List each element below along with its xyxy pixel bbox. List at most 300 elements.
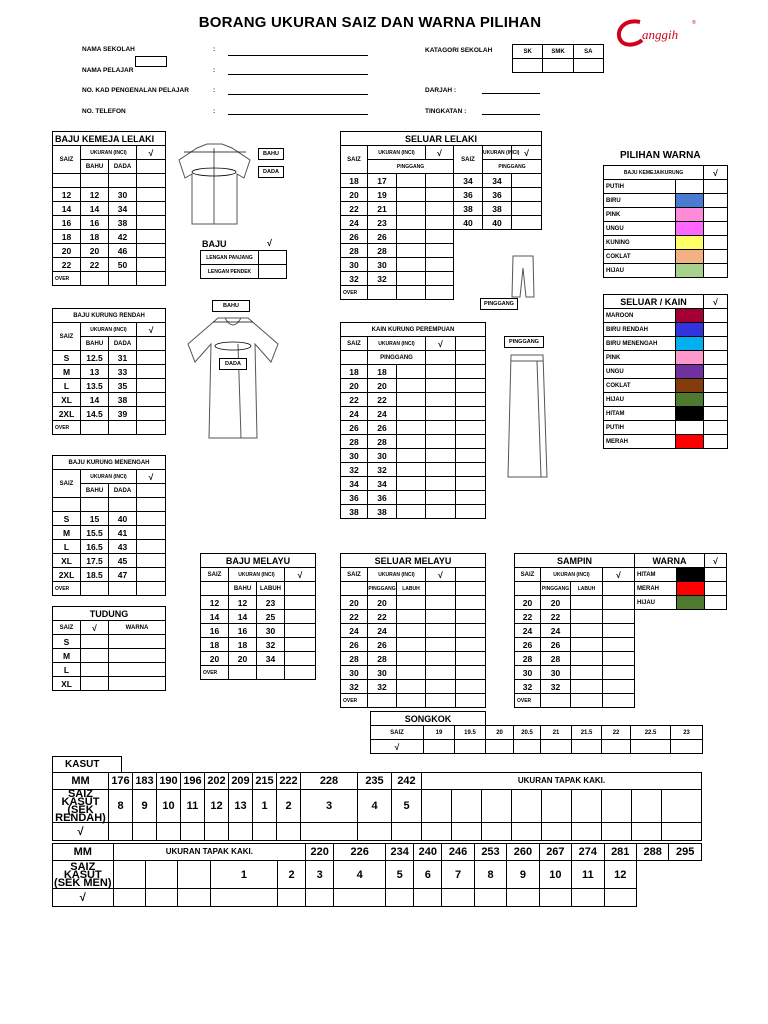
tick-cell[interactable] xyxy=(137,568,166,582)
tick-cell[interactable] xyxy=(426,610,456,624)
over-label: OVER xyxy=(201,666,229,680)
empty-cell xyxy=(397,393,426,407)
tick-cell[interactable] xyxy=(426,272,454,286)
empty-cell xyxy=(397,652,426,666)
size-cell: 28 xyxy=(541,652,571,666)
brand-logo xyxy=(612,12,702,52)
size-cell: 26 xyxy=(368,421,397,435)
tick-cell[interactable] xyxy=(603,680,635,694)
size-cell: 7 xyxy=(442,861,474,889)
tick-cell[interactable] xyxy=(474,889,506,907)
color-swatch xyxy=(676,309,704,323)
empty-cell xyxy=(571,652,603,666)
tick-cell[interactable] xyxy=(539,889,571,907)
tick-cell[interactable] xyxy=(133,823,157,841)
colon: : xyxy=(213,67,216,74)
tick-cell[interactable] xyxy=(662,823,702,841)
tudung-title: TUDUNG xyxy=(53,607,166,621)
tick-cell[interactable] xyxy=(704,180,728,194)
size-cell: 26 xyxy=(341,230,368,244)
tick-cell[interactable] xyxy=(512,823,542,841)
tick-cell[interactable] xyxy=(705,596,727,610)
saiz-header: SAIZ xyxy=(341,568,368,582)
empty-cell xyxy=(397,666,426,680)
tick-cell[interactable] xyxy=(392,823,422,841)
labuh-header: LABUH xyxy=(257,582,285,596)
empty-cell xyxy=(397,421,426,435)
tick-cell[interactable] xyxy=(424,740,455,754)
mm-cell: 228 xyxy=(301,773,358,790)
tick-cell[interactable] xyxy=(285,596,316,610)
size-cell: 16 xyxy=(201,624,229,638)
tick-cell[interactable] xyxy=(277,889,305,907)
tick-cell[interactable] xyxy=(514,740,541,754)
tick-cell[interactable] xyxy=(137,258,166,272)
size-cell: XL xyxy=(53,393,81,407)
tick-cell[interactable] xyxy=(426,680,456,694)
size-cell: 19 xyxy=(424,726,455,740)
saiz-header: SAIZ xyxy=(201,568,229,582)
tick-cell[interactable] xyxy=(229,823,253,841)
lengan-panjang: LENGAN PANJANG xyxy=(201,251,259,265)
color-name: COKLAT xyxy=(604,379,676,393)
size-cell: 14 xyxy=(81,393,109,407)
size-cell: 4 xyxy=(334,861,386,889)
baju-label: BAJU xyxy=(202,239,227,249)
size-cell: 17 xyxy=(368,174,397,188)
pinggang-header: PINGGANG xyxy=(368,160,454,174)
size-cell: 30 xyxy=(257,624,285,638)
empty-cell xyxy=(397,407,426,421)
size-cell: 22 xyxy=(602,726,631,740)
size-cell: 13 xyxy=(229,790,253,823)
warna-cell[interactable] xyxy=(109,663,166,677)
tick-cell[interactable] xyxy=(426,638,456,652)
tick-cell[interactable] xyxy=(426,421,456,435)
color-swatch xyxy=(676,365,704,379)
empty-cell[interactable] xyxy=(542,790,572,823)
tick-cell[interactable] xyxy=(704,194,728,208)
size-cell: S xyxy=(53,351,81,365)
empty-cell[interactable] xyxy=(512,790,542,823)
tick-cell[interactable] xyxy=(426,174,454,188)
empty-cell[interactable] xyxy=(452,790,482,823)
table-row xyxy=(341,174,542,188)
size-cell: 41 xyxy=(109,526,137,540)
tick-cell[interactable] xyxy=(704,407,728,421)
tick-cell[interactable] xyxy=(704,222,728,236)
table-row xyxy=(201,610,316,624)
size-cell: 38 xyxy=(109,216,137,230)
pinggang-header: PINGGANG xyxy=(541,582,571,596)
size-cell: 20 xyxy=(541,596,571,610)
tick-cell[interactable] xyxy=(81,635,109,649)
no-kad-field[interactable] xyxy=(228,94,368,95)
tick-cell[interactable] xyxy=(704,393,728,407)
color-name: BIRU MENENGAH xyxy=(604,337,676,351)
tick-cell[interactable] xyxy=(442,889,474,907)
tick-cell[interactable] xyxy=(426,491,456,505)
color-name: HIJAU xyxy=(604,264,676,278)
tingkatan-label: TINGKATAN : xyxy=(425,108,467,115)
color-name: HIJAU xyxy=(604,393,676,407)
mm-cell: 295 xyxy=(669,844,702,861)
tick-cell[interactable] xyxy=(426,379,456,393)
empty-cell xyxy=(456,449,486,463)
tick-cell[interactable] xyxy=(210,889,277,907)
lengan-pendek-box[interactable] xyxy=(259,265,287,279)
seluar-melayu-title: SELUAR MELAYU xyxy=(341,554,486,568)
tick-cell[interactable] xyxy=(704,208,728,222)
tick-cell[interactable] xyxy=(253,823,277,841)
color-name: PINK xyxy=(604,208,676,222)
tick-cell[interactable] xyxy=(285,624,316,638)
tick-cell[interactable] xyxy=(704,337,728,351)
tick-cell[interactable] xyxy=(301,823,358,841)
table-row xyxy=(341,449,486,463)
tick-cell[interactable] xyxy=(671,740,703,754)
color-name: UNGU xyxy=(604,222,676,236)
tick-cell[interactable] xyxy=(452,823,482,841)
empty-cell[interactable] xyxy=(572,790,602,823)
tick-cell[interactable] xyxy=(704,379,728,393)
tick-cell[interactable] xyxy=(137,582,166,596)
tick-cell[interactable] xyxy=(426,652,456,666)
dada-header: DADA xyxy=(109,337,137,351)
nama-sekolah-field[interactable] xyxy=(228,55,368,56)
tick-cell[interactable] xyxy=(604,889,636,907)
size-cell: 26 xyxy=(541,638,571,652)
empty-cell xyxy=(456,666,486,680)
color-name: HITAM xyxy=(635,568,677,582)
tick-cell[interactable] xyxy=(542,823,572,841)
tick-cell[interactable] xyxy=(426,230,454,244)
color-row xyxy=(604,222,728,236)
colon: : xyxy=(213,87,216,94)
size-cell: 38 xyxy=(368,505,397,519)
tick-cell[interactable] xyxy=(334,889,386,907)
trousers-illustration xyxy=(510,254,536,299)
tick-cell[interactable] xyxy=(704,365,728,379)
tick-cell[interactable] xyxy=(426,505,456,519)
mm-cell: 281 xyxy=(604,844,636,861)
empty-cell[interactable] xyxy=(632,790,662,823)
tick-cell[interactable] xyxy=(486,740,514,754)
size-cell: 30 xyxy=(541,666,571,680)
tick-cell[interactable] xyxy=(137,272,166,286)
tick-cell[interactable] xyxy=(426,407,456,421)
empty-cell xyxy=(456,393,486,407)
tick-cell[interactable] xyxy=(572,889,604,907)
tick-cell[interactable] xyxy=(306,889,334,907)
over-label: OVER xyxy=(53,582,81,596)
empty-cell[interactable] xyxy=(422,790,452,823)
tick-cell[interactable] xyxy=(137,393,166,407)
saiz-kasut-men-label: SAIZ KASUT (SEK MEN) xyxy=(54,860,112,889)
tick-cell[interactable] xyxy=(426,202,454,216)
tick-cell[interactable] xyxy=(137,407,166,421)
tick-cell[interactable] xyxy=(704,421,728,435)
size-cell: 38 xyxy=(109,393,137,407)
tick-cell[interactable] xyxy=(109,823,133,841)
tick-cell[interactable] xyxy=(81,663,109,677)
color-swatch xyxy=(676,323,704,337)
tick-cell[interactable] xyxy=(507,889,539,907)
size-cell: 40 xyxy=(454,216,483,230)
size-cell: 42 xyxy=(109,230,137,244)
mm-cell: 196 xyxy=(181,773,205,790)
small-box[interactable] xyxy=(135,56,167,67)
tick-label: √ xyxy=(53,889,114,907)
size-cell: 38 xyxy=(483,202,512,216)
tick-cell[interactable] xyxy=(137,230,166,244)
lengan-panjang-box[interactable] xyxy=(259,251,287,265)
table-row xyxy=(53,554,166,568)
mm-cell: 176 xyxy=(109,773,133,790)
table-row xyxy=(515,638,635,652)
tick-cell[interactable] xyxy=(426,666,456,680)
tick-cell[interactable] xyxy=(137,188,166,202)
tick-cell[interactable] xyxy=(137,351,166,365)
size-cell: XL xyxy=(53,554,81,568)
color-name: MERAH xyxy=(604,435,676,449)
tick-cell[interactable] xyxy=(603,652,635,666)
size-cell: 12 xyxy=(201,596,229,610)
tick-cell[interactable] xyxy=(285,666,316,680)
empty-cell xyxy=(397,477,426,491)
tick-cell[interactable] xyxy=(602,740,631,754)
tick-cell[interactable] xyxy=(705,568,727,582)
over-label: OVER xyxy=(53,421,81,435)
tick-cell[interactable] xyxy=(512,216,542,230)
tingkatan-field[interactable] xyxy=(482,114,540,115)
tick-cell[interactable] xyxy=(603,638,635,652)
pinggang-header: PINGGANG xyxy=(483,160,542,174)
size-cell: 22 xyxy=(368,393,397,407)
tick-cell[interactable] xyxy=(572,740,602,754)
size-cell: 24 xyxy=(541,624,571,638)
tick-cell[interactable] xyxy=(512,174,542,188)
mm-cell: 222 xyxy=(277,773,301,790)
tick-cell[interactable] xyxy=(277,823,301,841)
tick-cell[interactable] xyxy=(422,823,452,841)
size-cell: 9 xyxy=(133,790,157,823)
tick-cell[interactable] xyxy=(426,449,456,463)
color-swatch xyxy=(677,568,705,582)
no-telefon-field[interactable] xyxy=(228,114,368,115)
warna-cell[interactable] xyxy=(109,635,166,649)
tick-cell[interactable] xyxy=(602,823,632,841)
tick-cell[interactable] xyxy=(705,582,727,596)
ukuran-header: UKURAN (INCI) xyxy=(368,568,426,582)
size-cell: 24 xyxy=(515,624,541,638)
tick-cell[interactable] xyxy=(386,889,414,907)
color-name: BIRU xyxy=(604,194,676,208)
size-cell: 32 xyxy=(341,272,368,286)
tick-cell[interactable] xyxy=(704,435,728,449)
saiz-header: SAIZ xyxy=(53,470,81,498)
table-row xyxy=(515,596,635,610)
tick-cell[interactable] xyxy=(426,244,454,258)
over-label: OVER xyxy=(53,272,81,286)
tick-cell[interactable] xyxy=(631,740,671,754)
tick-cell[interactable] xyxy=(704,236,728,250)
tick-cell[interactable] xyxy=(137,379,166,393)
tick-cell[interactable] xyxy=(704,264,728,278)
mm-label: MM xyxy=(53,844,114,861)
tick-cell[interactable] xyxy=(137,421,166,435)
tick-cell[interactable] xyxy=(157,823,181,841)
tick-cell[interactable] xyxy=(285,652,316,666)
mm-cell: 202 xyxy=(205,773,229,790)
tick-cell[interactable] xyxy=(603,610,635,624)
empty-cell[interactable] xyxy=(602,790,632,823)
tick-cell[interactable] xyxy=(632,823,662,841)
darjah-field[interactable] xyxy=(482,93,540,94)
tick-cell[interactable] xyxy=(704,250,728,264)
melayu-table xyxy=(200,553,316,680)
size-cell: 34 xyxy=(257,652,285,666)
tick-cell[interactable] xyxy=(426,477,456,491)
empty-cell xyxy=(571,596,603,610)
size-cell: 25 xyxy=(257,610,285,624)
tick-cell[interactable] xyxy=(181,823,205,841)
tick-cell[interactable] xyxy=(426,435,456,449)
tick-cell[interactable] xyxy=(426,188,454,202)
size-cell: 12 xyxy=(205,790,229,823)
size-cell: 12.5 xyxy=(81,351,109,365)
tick-cell[interactable] xyxy=(285,638,316,652)
size-cell: 14 xyxy=(229,610,257,624)
tick-cell[interactable] xyxy=(426,393,456,407)
cat-sk: SK xyxy=(513,45,543,59)
tick-cell[interactable] xyxy=(603,624,635,638)
color-row xyxy=(604,421,728,435)
tick-cell[interactable] xyxy=(572,823,602,841)
no-kad-label: NO. KAD PENGENALAN PELAJAR xyxy=(82,87,189,94)
tick-cell[interactable] xyxy=(137,540,166,554)
pilihan-header: BAJU KEMEJA/KURUNG xyxy=(604,166,704,180)
tick-cell[interactable] xyxy=(137,244,166,258)
table-row xyxy=(341,421,486,435)
mm-cell: 267 xyxy=(539,844,571,861)
mm-cell: 246 xyxy=(442,844,474,861)
tick-cell[interactable] xyxy=(358,823,392,841)
tick-cell[interactable] xyxy=(426,216,454,230)
no-telefon-label: NO. TELEFON xyxy=(82,108,126,115)
svg-text:anggih: anggih xyxy=(642,27,679,42)
warna-cell[interactable] xyxy=(109,649,166,663)
color-swatch xyxy=(676,337,704,351)
tick-header: √ xyxy=(512,146,542,160)
color-row xyxy=(604,393,728,407)
saiz-header: SAIZ xyxy=(454,146,483,174)
empty-cell[interactable] xyxy=(482,790,512,823)
tick-cell[interactable] xyxy=(455,740,486,754)
empty-cell xyxy=(397,596,426,610)
labuh-header: LABUH xyxy=(397,582,426,596)
bahu-tag: BAHU xyxy=(258,148,284,160)
color-row xyxy=(604,309,728,323)
tick-cell[interactable] xyxy=(541,740,572,754)
tick-cell[interactable] xyxy=(426,365,456,379)
size-cell: M xyxy=(53,526,81,540)
tick-cell[interactable] xyxy=(512,188,542,202)
ukuran-header: UKURAN (INCI) xyxy=(81,146,137,160)
warna-cell[interactable] xyxy=(109,677,166,691)
tick-cell[interactable] xyxy=(426,463,456,477)
size-cell: 36 xyxy=(368,491,397,505)
color-swatch xyxy=(676,393,704,407)
saiz-header: SAIZ xyxy=(371,726,424,740)
tick-cell[interactable] xyxy=(81,677,109,691)
tick-cell[interactable] xyxy=(137,216,166,230)
empty-cell xyxy=(456,596,486,610)
color-name: BIRU RENDAH xyxy=(604,323,676,337)
color-row xyxy=(604,435,728,449)
tick-header: √ xyxy=(426,568,456,582)
size-cell: 20 xyxy=(341,596,368,610)
color-row xyxy=(604,323,728,337)
tick-cell[interactable] xyxy=(137,526,166,540)
table-row xyxy=(53,188,166,202)
color-row xyxy=(604,194,728,208)
tick-cell[interactable] xyxy=(603,596,635,610)
tick-cell[interactable] xyxy=(704,309,728,323)
tick-cell[interactable] xyxy=(426,624,456,638)
tick-cell[interactable] xyxy=(81,649,109,663)
tick-cell[interactable] xyxy=(426,596,456,610)
tick-cell[interactable] xyxy=(414,889,442,907)
size-cell: 22 xyxy=(368,610,397,624)
skirt-illustration xyxy=(505,352,550,480)
tick-cell[interactable] xyxy=(205,823,229,841)
tick-cell[interactable] xyxy=(704,351,728,365)
tick-cell[interactable] xyxy=(137,365,166,379)
tick-cell[interactable] xyxy=(603,666,635,680)
color-row xyxy=(604,236,728,250)
mm-cell: 190 xyxy=(157,773,181,790)
empty-cell xyxy=(456,477,486,491)
table-row xyxy=(53,407,166,421)
pinggang-cell xyxy=(397,230,426,244)
tick-cell[interactable] xyxy=(137,554,166,568)
nama-pelajar-field[interactable] xyxy=(228,74,368,75)
color-name: HIJAU xyxy=(635,596,677,610)
cat-smk-box[interactable] xyxy=(543,59,573,73)
page-title: BORANG UKURAN SAIZ DAN WARNA PILIHAN xyxy=(198,14,542,31)
tick-cell[interactable] xyxy=(482,823,512,841)
table-row xyxy=(53,365,166,379)
size-cell: 15 xyxy=(81,512,109,526)
tick-cell[interactable] xyxy=(137,512,166,526)
table-row xyxy=(341,188,542,202)
size-cell: 11 xyxy=(181,790,205,823)
tick-cell[interactable] xyxy=(137,202,166,216)
dada-header: DADA xyxy=(109,160,137,174)
cat-sk-box[interactable] xyxy=(513,59,543,73)
cat-sa-box[interactable] xyxy=(573,59,603,73)
table-row xyxy=(341,463,486,477)
empty-cell[interactable] xyxy=(662,790,702,823)
tick-cell[interactable] xyxy=(704,323,728,337)
color-row xyxy=(604,264,728,278)
tick-cell[interactable] xyxy=(512,202,542,216)
size-cell: 26 xyxy=(341,638,368,652)
tick-cell[interactable] xyxy=(426,258,454,272)
size-cell: 18 xyxy=(201,638,229,652)
tick-cell[interactable] xyxy=(285,610,316,624)
